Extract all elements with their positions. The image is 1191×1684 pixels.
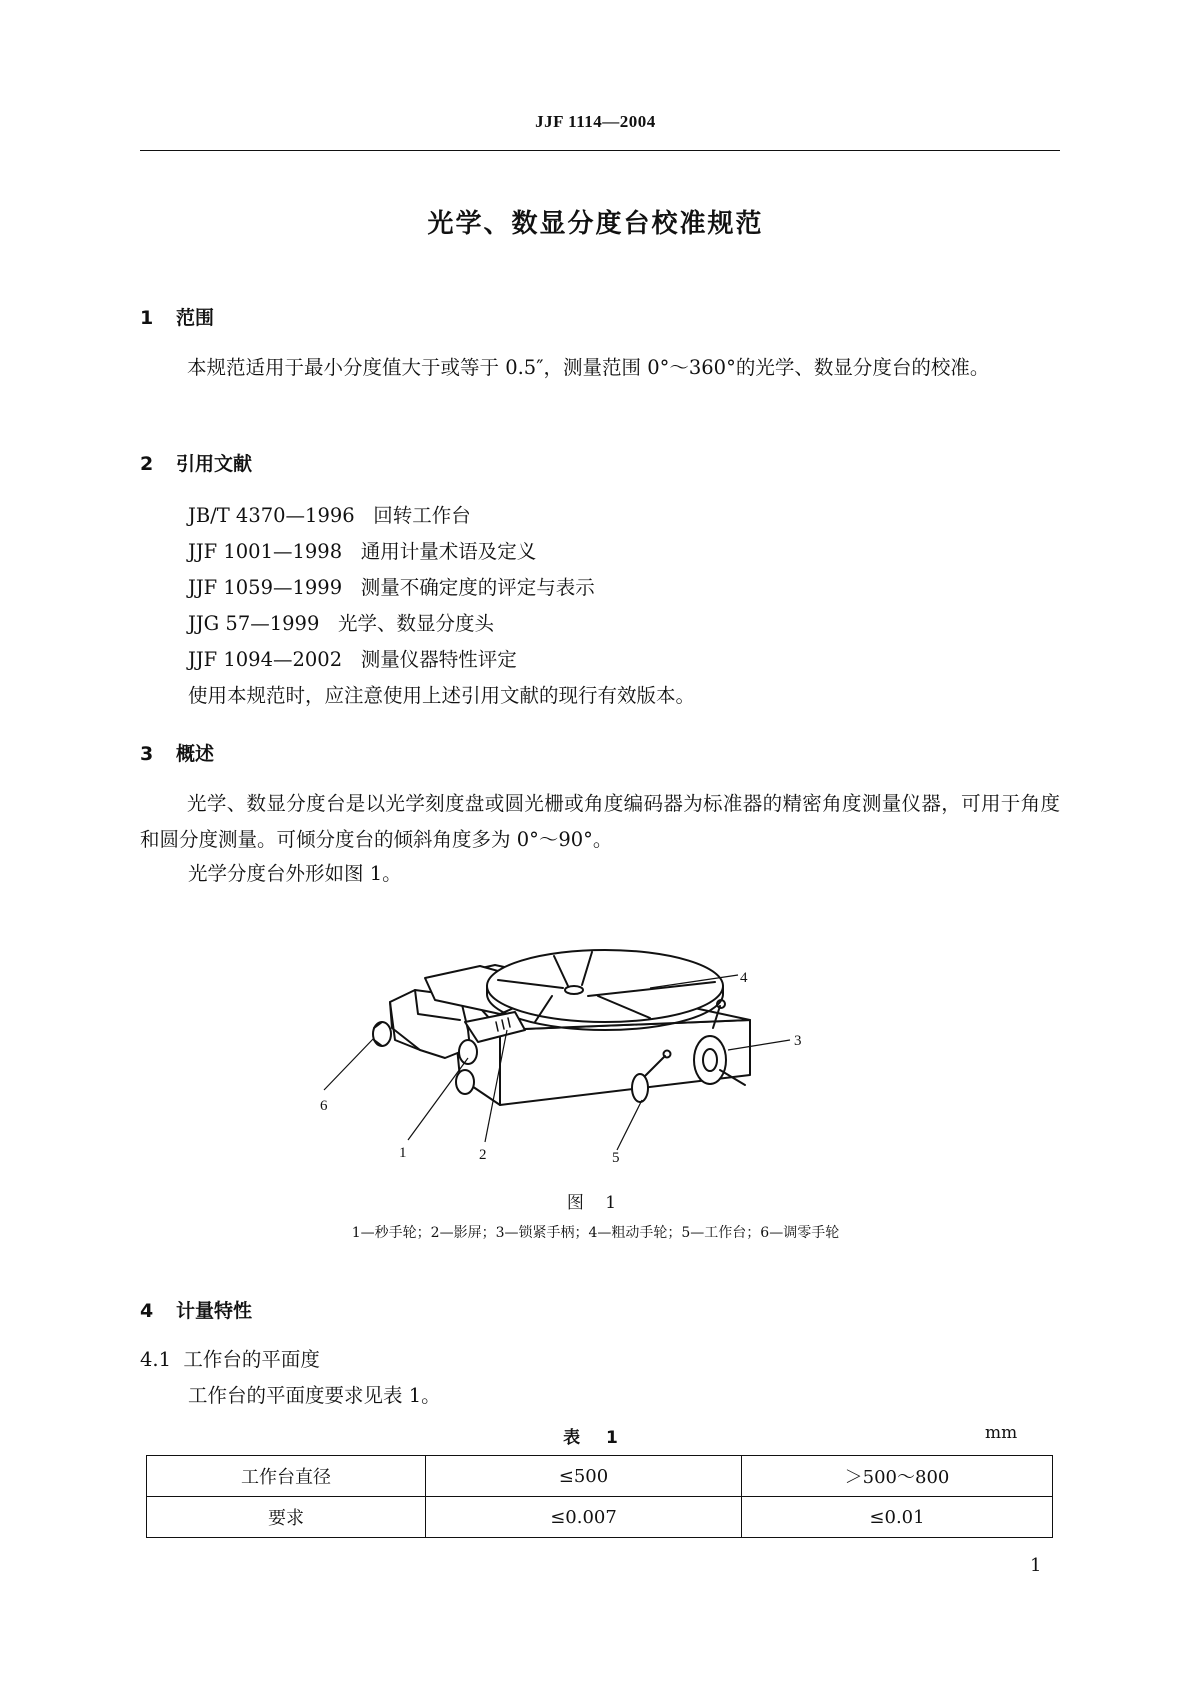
figure-caption: 图 1: [566, 1193, 625, 1213]
dividing-table-figure: [320, 930, 880, 1165]
table-title: 表 1: [563, 1428, 628, 1448]
table-cell: ≤0.01: [742, 1497, 1053, 1538]
section-number: 1: [140, 307, 154, 329]
second-knob: [459, 1040, 477, 1064]
header-divider: [140, 150, 1060, 151]
figure-label: 6: [320, 1098, 328, 1114]
page-number: 1: [1030, 1555, 1042, 1576]
table-row: [147, 1497, 1053, 1538]
reference-item: [188, 572, 595, 600]
table-handle: [632, 1074, 648, 1102]
table-reference: 工作台的平面度要求见表 1。: [188, 1384, 441, 1407]
figure-legend: 1—秒手轮；2—影屏；3—锁紧手柄；4—粗动手轮；5—工作台；6—调零手轮: [351, 1225, 840, 1241]
reference-item: [188, 536, 536, 564]
reference-item: [188, 500, 471, 528]
figure-label: 4: [740, 970, 748, 986]
overview-paragraph: 光学、数显分度台是以光学刻度盘或圆光栅或角度编码器为标准器的精密角度测量仪器，可用于角度和圆分度测量。可倾分度台的倾斜角度多为 0°～90°。: [140, 792, 1060, 851]
table-cell: ≤0.007: [426, 1497, 742, 1538]
section-2-heading: [140, 449, 252, 476]
reference-code: JB/T 4370—1996: [188, 504, 355, 527]
figure-label: 5: [612, 1150, 620, 1165]
table-row: [147, 1456, 1053, 1497]
section-title: 概述: [176, 743, 215, 765]
table-unit: mm: [985, 1423, 1018, 1443]
figure-label: 3: [794, 1033, 802, 1049]
section-number: 4: [140, 1300, 154, 1322]
figure-label: 1: [399, 1145, 407, 1161]
table-cell: ≤500: [426, 1456, 742, 1497]
table-cell: 要求: [147, 1497, 426, 1538]
figure-label: 2: [479, 1147, 487, 1163]
section-number: 3: [140, 743, 154, 765]
reference-name: 回转工作台: [373, 504, 471, 527]
section-title: 引用文献: [176, 453, 253, 475]
reference-name: 通用计量术语及定义: [360, 540, 537, 563]
subsection-title: 工作台的平面度: [183, 1348, 320, 1371]
subsection-heading: [140, 1344, 320, 1372]
reference-item: [188, 608, 494, 636]
section-3-heading: [140, 739, 214, 766]
table-cell: 工作台直径: [147, 1456, 426, 1497]
figure-reference: 光学分度台外形如图 1。: [188, 862, 402, 885]
section-number: 2: [140, 453, 154, 475]
reference-item: [188, 644, 517, 672]
reference-code: JJF 1094—2002: [188, 648, 343, 671]
section-1-heading: [140, 303, 214, 330]
reference-code: JJF 1001—1998: [188, 540, 343, 563]
handwheel: [694, 1036, 726, 1084]
reference-name: 光学、数显分度头: [337, 612, 494, 635]
document-title: 光学、数显分度台校准规范: [427, 209, 764, 239]
scope-paragraph: 本规范适用于最小分度值大于或等于 0.5″，测量范围 0°～360°的光学、数显分度台的校准。: [187, 356, 990, 379]
reference-name: 测量不确定度的评定与表示: [360, 576, 595, 599]
flatness-table: [146, 1455, 1053, 1538]
references-note: 使用本规范时，应注意使用上述引用文献的现行有效版本。: [188, 684, 696, 707]
section-title: 范围: [176, 307, 215, 329]
section-4-heading: [140, 1296, 252, 1323]
reference-name: 测量仪器特性评定: [360, 648, 517, 671]
table-cell: ＞500～800: [742, 1456, 1053, 1497]
reference-code: JJG 57—1999: [188, 612, 320, 635]
reference-code: JJF 1059—1999: [188, 576, 343, 599]
standard-code: JJF 1114—2004: [535, 112, 656, 131]
section-title: 计量特性: [176, 1300, 253, 1322]
subsection-number: 4.1: [140, 1348, 172, 1371]
